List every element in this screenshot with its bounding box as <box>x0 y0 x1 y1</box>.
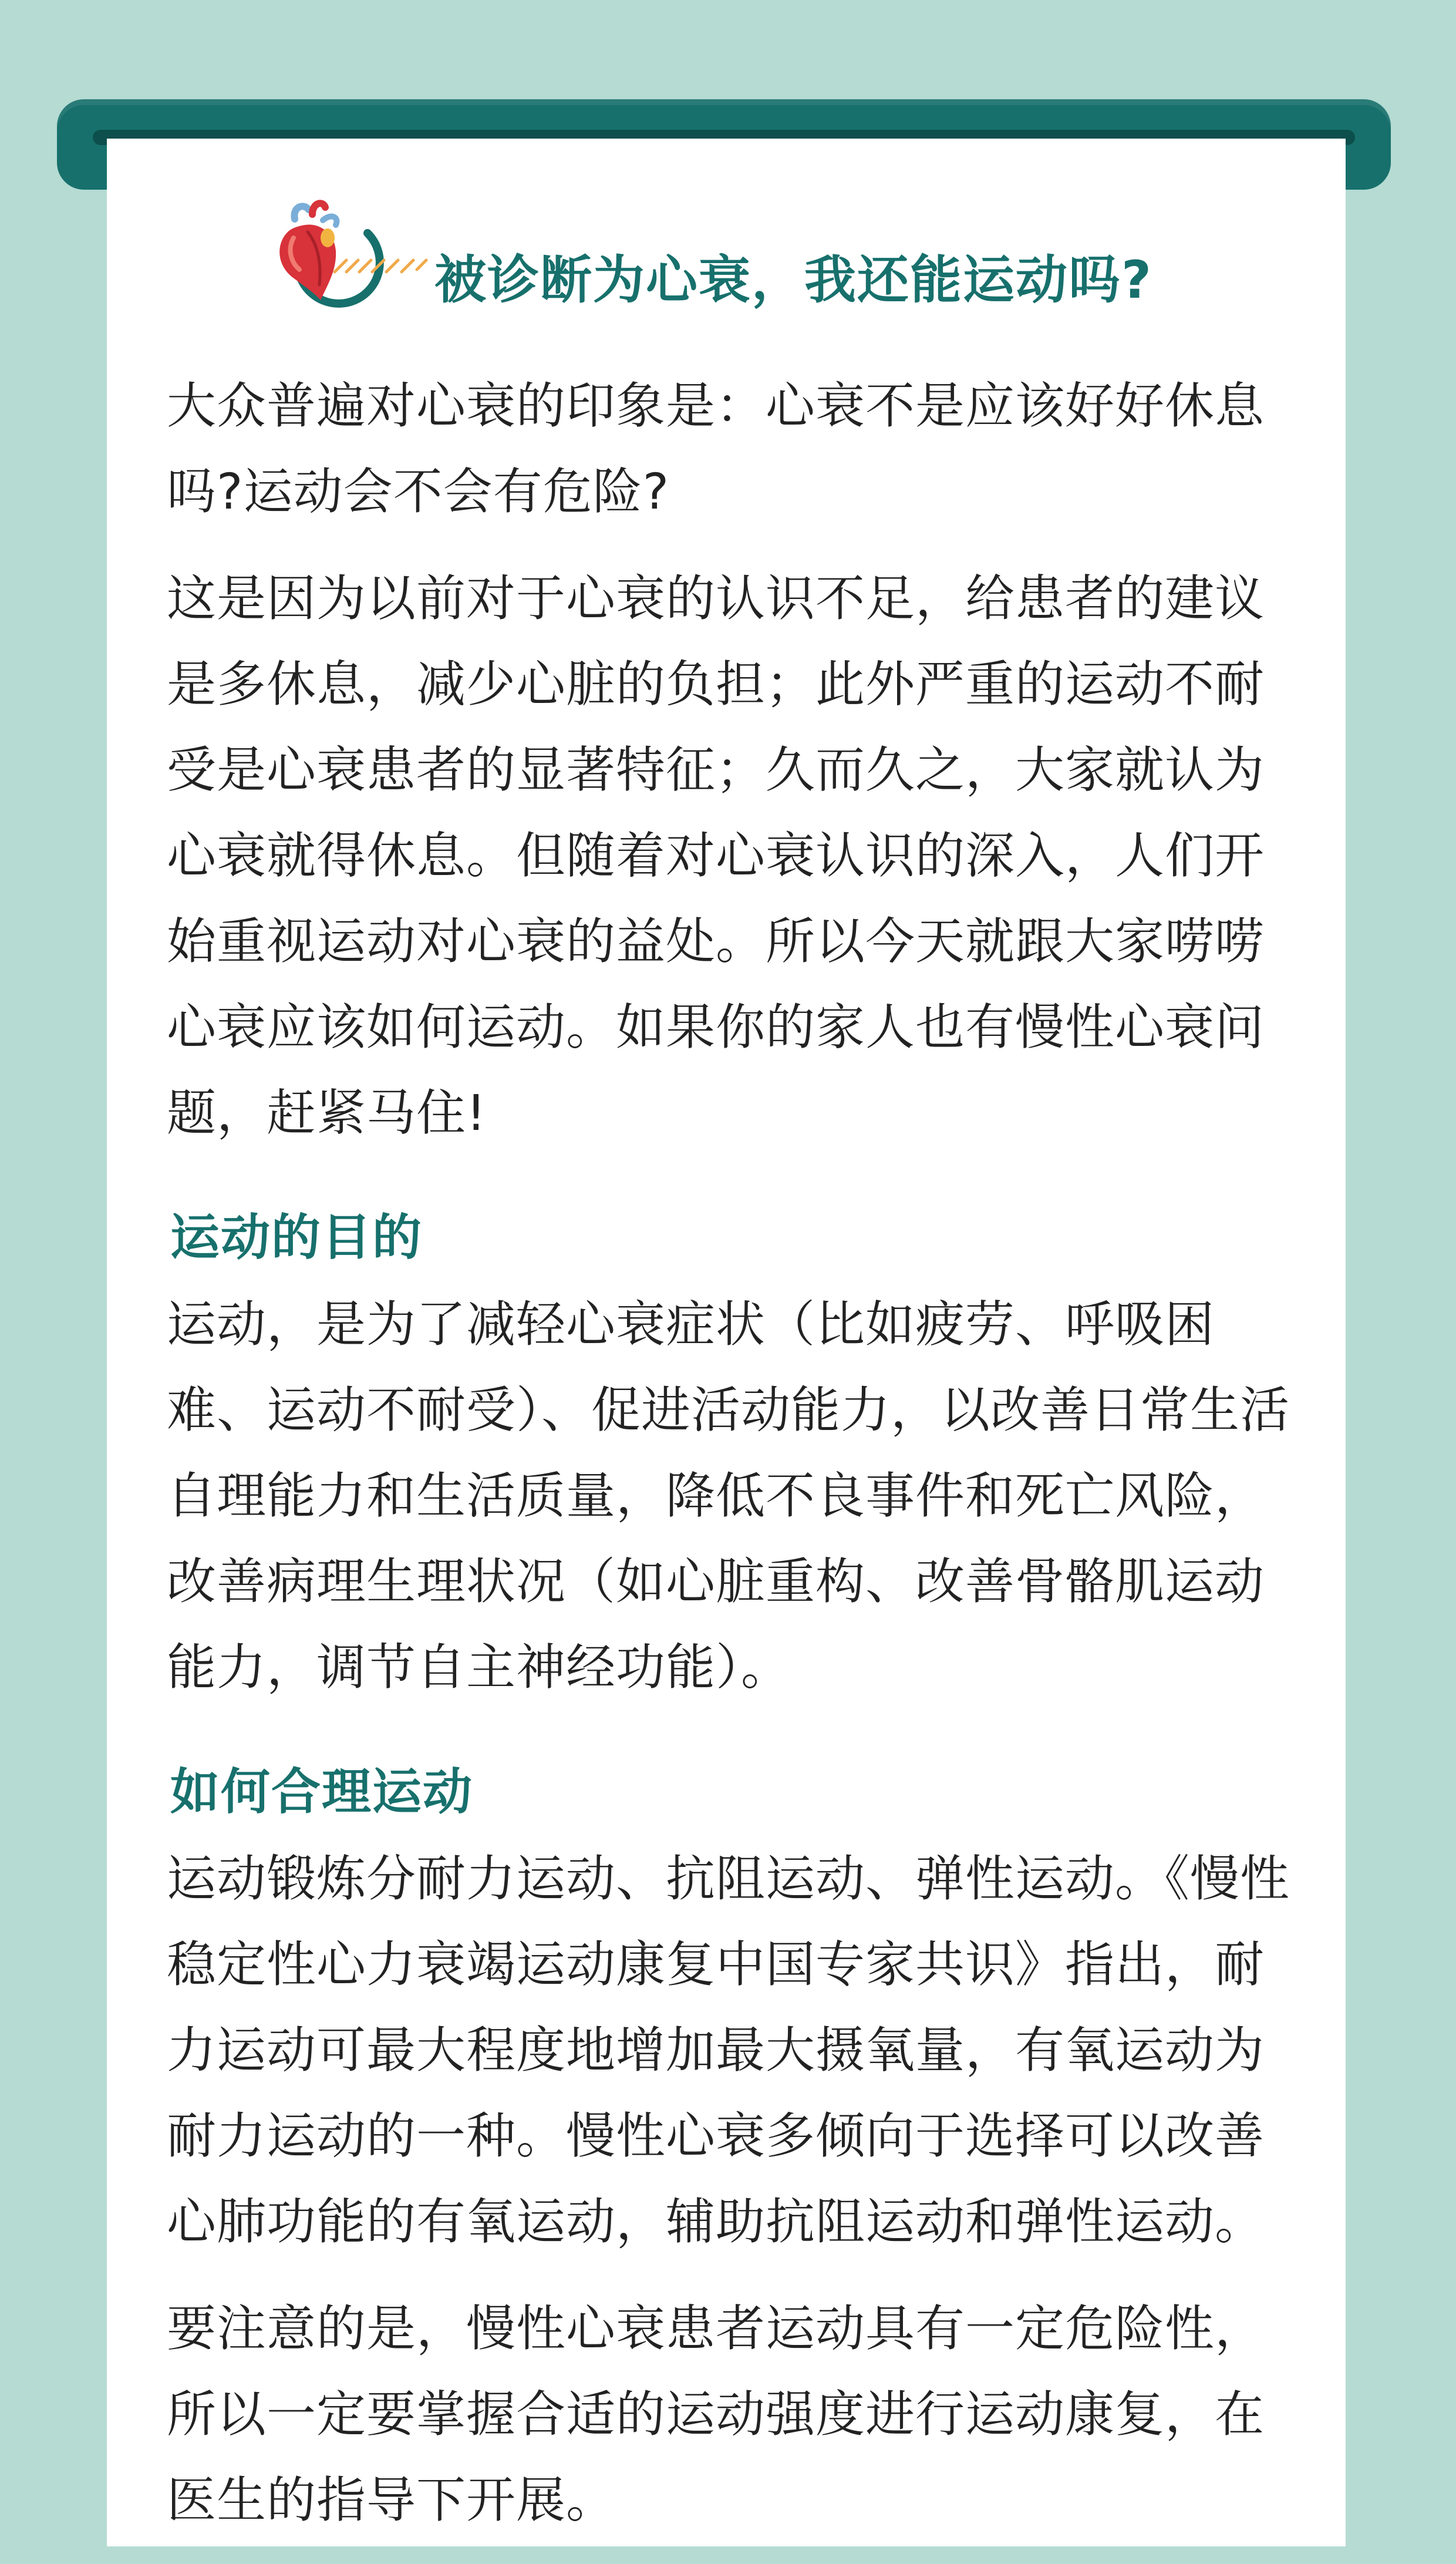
article-body <box>167 363 1294 2564</box>
section-heading-how: 如何合理运动 <box>170 1763 474 1821</box>
section-how-paragraph-1: 运动锻炼分耐力运动、抗阻运动、弹性运动。《慢性稳定性心力衰竭运动康复中国专家共识》指出，耐力运动可最大程度地增加最大摄氧量，有氧运动为耐力运动的一种。慢性心衰多倾向于选择可以改善心肺功能的有氧运动，辅助抗阻运动和弹性运动。 <box>167 1850 1290 2250</box>
section-heading-purpose: 运动的目的 <box>170 1209 423 1266</box>
intro-paragraph-2: 这是因为以前对于心衰的认识不足，给患者的建议是多休息，减少心脏的负担；此外严重的运动不耐受是心衰患者的显著特征；久而久之，大家就认为心衰就得休息。但随着对心衰认识的深入，人们开始重视运动对心衰的益处。所以今天就跟大家唠唠心衰应该如何运动。如果你的家人也有慢性心衰问题，赶紧马住! <box>167 570 1265 1142</box>
heart-icon <box>258 197 434 320</box>
page-title: 被诊断为心衰，我还能运动吗? <box>434 250 1153 310</box>
section-how-paragraph-2: 要注意的是，慢性心衰患者运动具有一定危险性，所以一定要掌握合适的运动强度进行运动康复，在医生的指导下开展。 <box>167 2300 1265 2529</box>
title-row <box>258 197 1256 320</box>
section-purpose-paragraph: 运动，是为了减轻心衰症状（比如疲劳、呼吸困难、运动不耐受）、促进活动能力，以改善日常生活自理能力和生活质量，降低不良事件和死亡风险，改善病理生理状况（如心脏重构、改善骨骼肌运动能力，调节自主神经功能）。 <box>167 1296 1290 1696</box>
intro-paragraph-1: 大众普遍对心衰的印象是：心衰不是应该好好休息吗?运动会不会有危险? <box>167 377 1265 520</box>
